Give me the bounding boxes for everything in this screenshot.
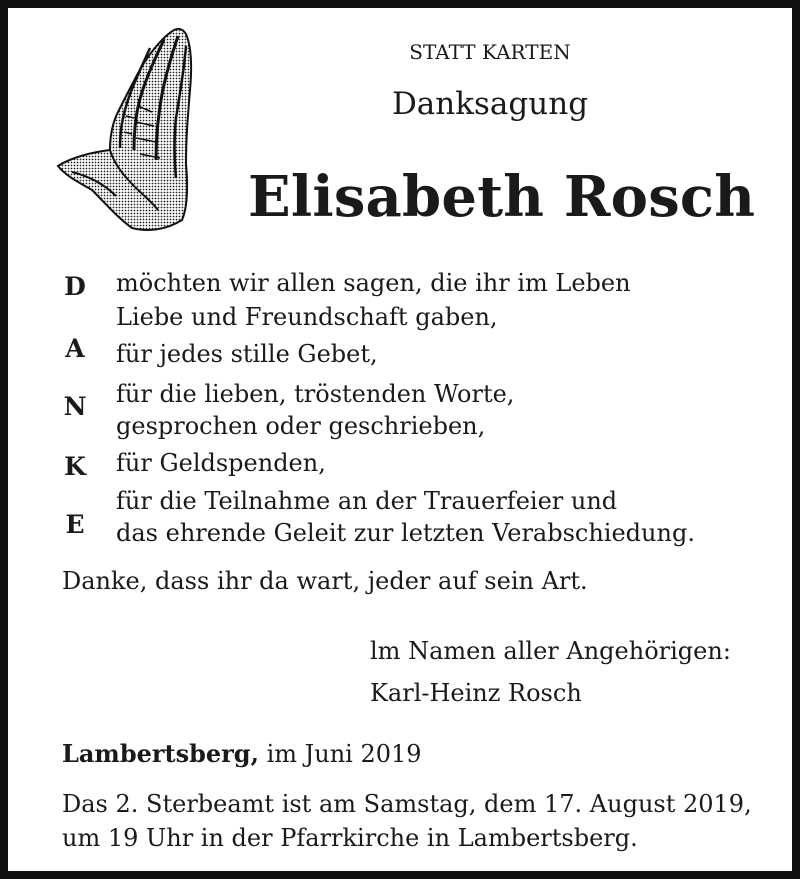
- danke-line: für jedes stille Gebet,: [116, 340, 378, 368]
- place-date: [62, 737, 422, 771]
- danke-letter-n: N: [63, 392, 87, 421]
- pre-title: STATT KARTEN: [409, 40, 571, 64]
- danke-letter-d: D: [64, 272, 86, 301]
- place: Lambertsberg,: [62, 739, 259, 768]
- signature-intro: lm Namen aller Angehörigen:: [370, 637, 731, 665]
- danke-line: für Geldspenden,: [116, 449, 326, 477]
- closing-text: Danke, dass ihr da wart, jeder auf sein Art.: [62, 567, 588, 595]
- deceased-name: Elisabeth Rosch: [248, 164, 756, 230]
- danke-line: Liebe und Freundschaft gaben,: [116, 303, 498, 331]
- subtitle: Danksagung: [391, 86, 589, 122]
- danke-line: das ehrende Geleit zur letzten Verabschiedung.: [116, 519, 695, 547]
- danke-letter-e: E: [65, 510, 85, 539]
- danke-line: gesprochen oder geschrieben,: [116, 412, 486, 440]
- danke-letter-a: A: [65, 334, 85, 363]
- date: im Juni 2019: [258, 740, 422, 768]
- danke-line: für die lieben, tröstenden Worte,: [116, 380, 515, 408]
- signature-name: Karl-Heinz Rosch: [370, 679, 582, 707]
- danke-line: möchten wir allen sagen, die ihr im Leben: [116, 269, 631, 297]
- danke-line: für die Teilnahme an der Trauerfeier und: [116, 487, 618, 515]
- notice-line: Das 2. Sterbeamt ist am Samstag, dem 17. August 2019,: [62, 790, 752, 818]
- danke-letter-k: K: [64, 452, 86, 481]
- notice-line: um 19 Uhr in der Pfarrkirche in Lambertsberg.: [62, 824, 638, 852]
- praying-hands-icon: [52, 26, 194, 232]
